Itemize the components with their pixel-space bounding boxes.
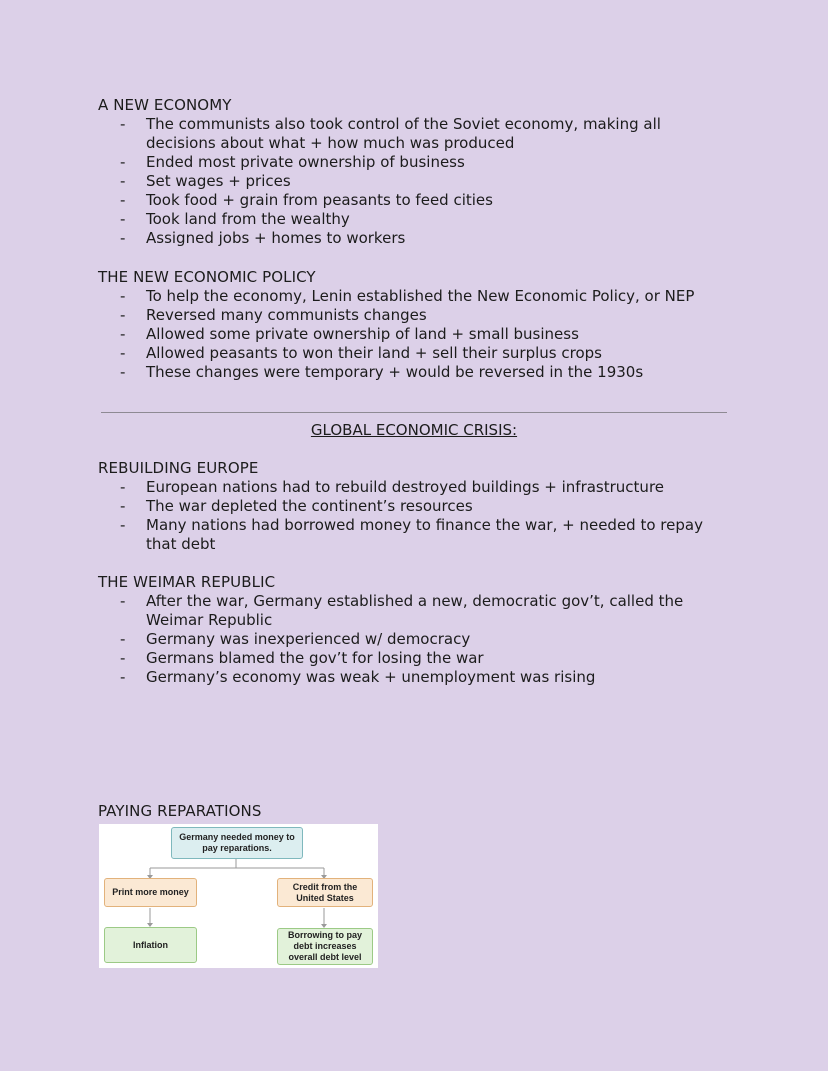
flow-node-credit: Credit from the United States <box>277 878 373 907</box>
section-title-rebuilding-europe: REBUILDING EUROPE <box>98 459 259 477</box>
bullet-item: - Germany’s economy was weak + unemployment was rising <box>120 668 720 687</box>
flow-node-root: Germany needed money to pay reparations. <box>171 827 303 859</box>
reparations-flowchart <box>99 824 378 968</box>
bullet-item: - Reversed many communists changes <box>120 306 720 325</box>
bullet-item: - Allowed some private ownership of land + small business <box>120 325 720 344</box>
section-title-reparations: PAYING REPARATIONS <box>98 802 262 820</box>
flow-node-debt: Borrowing to pay debt increases overall debt level <box>277 928 373 965</box>
bullet-item: - After the war, Germany established a new, democratic gov’t, called the Weimar Republic <box>120 592 720 630</box>
bullet-item: - The communists also took control of the Soviet economy, making all decisions about what + how much was produced <box>120 115 720 153</box>
bullet-item: - Allowed peasants to won their land + sell their surplus crops <box>120 344 720 363</box>
flow-node-inflation: Inflation <box>104 927 197 963</box>
bullet-item: - Set wages + prices <box>120 172 720 191</box>
rebuilding-list <box>120 478 720 554</box>
nep-list <box>120 287 720 382</box>
bullet-item: - Took food + grain from peasants to feed cities <box>120 191 720 210</box>
horizontal-divider <box>101 412 727 413</box>
bullet-item: - Germany was inexperienced w/ democracy <box>120 630 720 649</box>
bullet-item: - Many nations had borrowed money to finance the war, + needed to repay that debt <box>120 516 720 554</box>
bullet-item: - Assigned jobs + homes to workers <box>120 229 720 248</box>
section-title-weimar: THE WEIMAR REPUBLIC <box>98 573 276 591</box>
section-title-nep: THE NEW ECONOMIC POLICY <box>98 268 316 286</box>
bullet-item: - To help the economy, Lenin established the New Economic Policy, or NEP <box>120 287 720 306</box>
section-title-new-economy: A NEW ECONOMY <box>98 96 232 114</box>
bullet-item: - Ended most private ownership of business <box>120 153 720 172</box>
bullet-item: - Germans blamed the gov’t for losing the war <box>120 649 720 668</box>
bullet-item: - These changes were temporary + would be reversed in the 1930s <box>120 363 720 382</box>
flow-node-print-money: Print more money <box>104 878 197 907</box>
new-economy-list <box>120 115 720 248</box>
weimar-list <box>120 592 720 687</box>
bullet-item: - Took land from the wealthy <box>120 210 720 229</box>
bullet-item: - European nations had to rebuild destroyed buildings + infrastructure <box>120 478 720 497</box>
crisis-heading: GLOBAL ECONOMIC CRISIS: <box>310 421 518 439</box>
bullet-item: - The war depleted the continent’s resources <box>120 497 720 516</box>
